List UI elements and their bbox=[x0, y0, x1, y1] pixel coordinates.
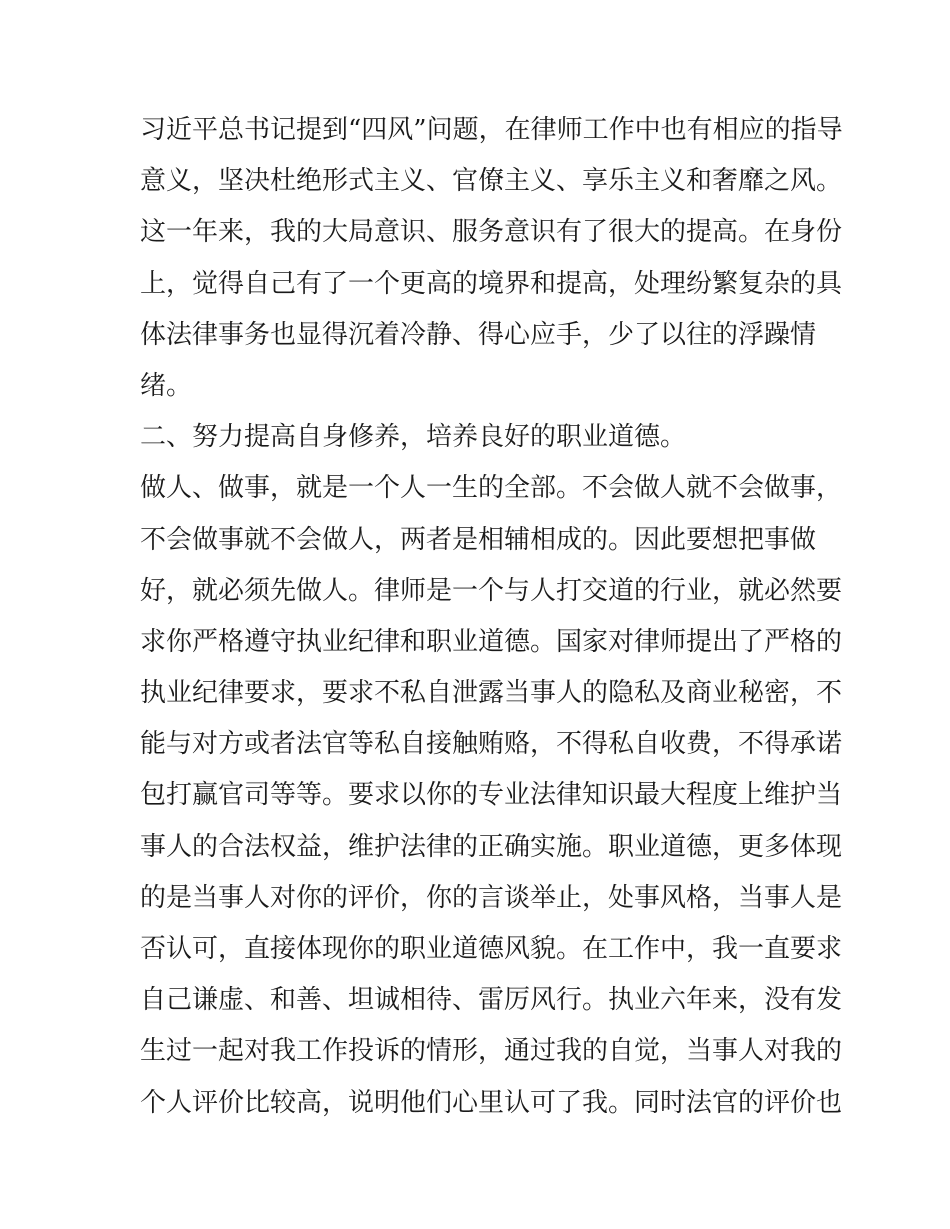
text-line: 否认可，直接体现你的职业道德风貌。在工作中，我一直要求 bbox=[140, 934, 843, 964]
text-line: 求你严格遵守执业纪律和职业道德。国家对律师提出了严格的 bbox=[140, 626, 843, 657]
text-line: 好，就必须先做人。律师是一个与人打交道的行业，就必然要 bbox=[140, 575, 843, 606]
text-line: 自己谦虚、和善、坦诚相待、雷厉风行。执业六年来，没有发 bbox=[140, 985, 843, 1016]
text-line: 包打赢官司等等。要求以你的专业法律知识最大程度上维护当 bbox=[140, 780, 843, 811]
text-line: 意义，坚决杜绝形式主义、官僚主义、享乐主义和奢靡之风。 bbox=[140, 166, 843, 197]
text-line: 上，觉得自己有了一个更高的境界和提高，处理纷繁复杂的具 bbox=[140, 268, 843, 299]
text-line: 生过一起对我工作投诉的情形，通过我的自觉，当事人对我的 bbox=[140, 1036, 843, 1067]
body-text bbox=[140, 105, 843, 1129]
text-line: 的是当事人对你的评价，你的言谈举止，处事风格，当事人是 bbox=[140, 882, 843, 913]
text-line: 执业纪律要求，要求不私自泄露当事人的隐私及商业秘密，不 bbox=[140, 678, 843, 709]
text-line: 个人评价比较高，说明他们心里认可了我。同时法官的评价也 bbox=[140, 1087, 843, 1118]
section-heading: 二、努力提高自身修养，培养良好的职业道德。 bbox=[140, 422, 687, 453]
text-line: 做人、做事，就是一个人一生的全部。不会做人就不会做事， bbox=[140, 473, 843, 504]
text-line: 习近平总书记提到“四风”问题，在律师工作中也有相应的指导 bbox=[140, 115, 843, 145]
text-line: 绪。 bbox=[140, 370, 193, 401]
text-line: 体法律事务也显得沉着冷静、得心应手，少了以往的浮躁情 bbox=[140, 319, 817, 350]
text-line: 这一年来，我的大局意识、服务意识有了很大的提高。在身份 bbox=[140, 217, 843, 248]
text-line: 不会做事就不会做人，两者是相辅相成的。因此要想把事做 bbox=[140, 524, 817, 555]
text-line: 事人的合法权益，维护法律的正确实施。职业道德，更多体现 bbox=[140, 831, 843, 862]
text-line: 能与对方或者法官等私自接触贿赂，不得私自收费，不得承诺 bbox=[140, 729, 843, 760]
